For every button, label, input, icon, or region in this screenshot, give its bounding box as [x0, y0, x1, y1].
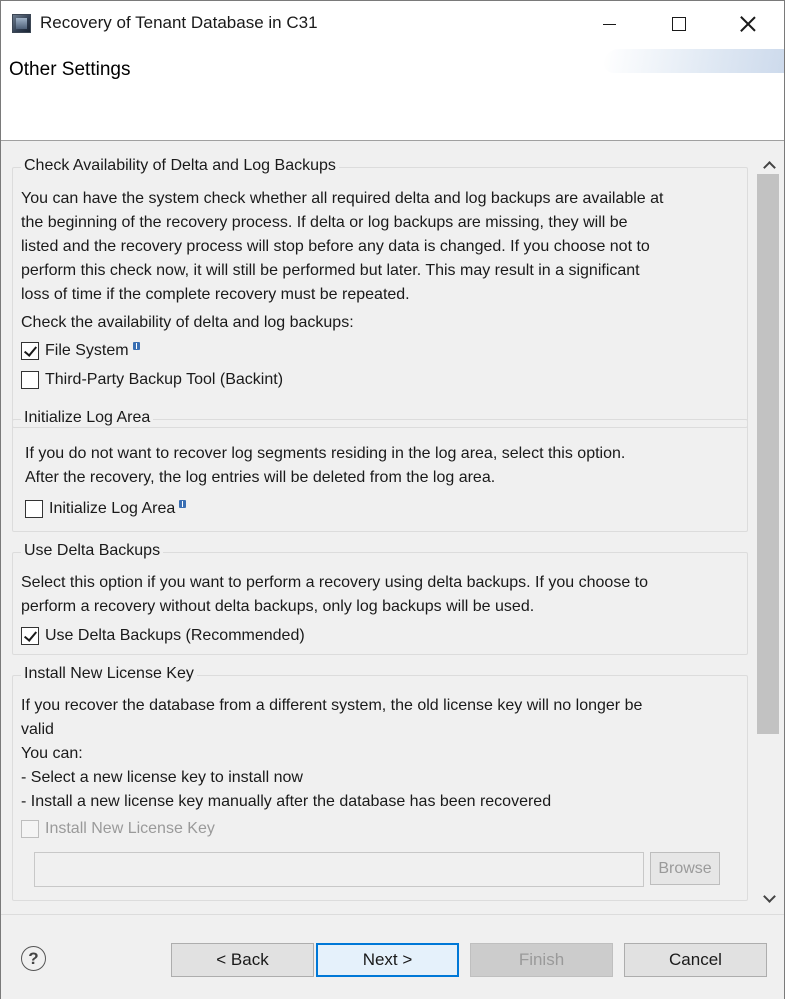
group-description: Select this option if you want to perform a recovery using delta backups. If you choose to perform a recovery without delta backups, only log backups will be used. [21, 574, 649, 615]
app-icon [12, 14, 31, 33]
backint-checkbox[interactable] [21, 371, 39, 389]
minimize-icon [603, 24, 616, 25]
checkbox-label: Third-Party Backup Tool (Backint) [45, 371, 284, 388]
title-bar [1, 1, 784, 47]
initialize-log-group [12, 409, 748, 532]
group-title: Use Delta Backups [21, 542, 163, 560]
chevron-up-icon [763, 161, 776, 174]
delta-backups-checkbox[interactable] [21, 627, 39, 645]
vertical-scrollbar[interactable] [754, 142, 784, 914]
license-key-path-input[interactable] [34, 852, 644, 887]
back-button[interactable]: < Back [171, 943, 314, 977]
delta-backups-option[interactable] [21, 627, 305, 645]
scroll-thumb[interactable] [757, 174, 779, 734]
file-system-option[interactable] [21, 342, 140, 360]
install-license-checkbox[interactable] [21, 820, 39, 838]
check-prompt: Check the availability of delta and log backups: [21, 314, 354, 331]
next-button[interactable]: Next > [316, 943, 459, 977]
help-icon[interactable]: ? [21, 946, 46, 971]
info-icon[interactable] [179, 500, 186, 508]
backint-option[interactable] [21, 371, 283, 389]
checkbox-label: Use Delta Backups (Recommended) [45, 627, 305, 644]
maximize-button[interactable] [656, 1, 702, 47]
wizard-footer [1, 914, 784, 999]
close-icon [740, 16, 756, 32]
scroll-down-button[interactable] [754, 884, 784, 914]
header-banner-graphic [604, 49, 784, 73]
group-description: If you do not want to recover log segments residing in the log area, select this option. After the recovery, the log entries will be deleted from the log area. [25, 445, 626, 486]
window-title: Recovery of Tenant Database in C31 [40, 13, 318, 32]
wizard-header [1, 47, 784, 141]
initialize-log-option[interactable] [25, 500, 186, 518]
browse-button[interactable]: Browse [650, 852, 720, 885]
maximize-icon [672, 17, 686, 31]
checkbox-label: Initialize Log Area [49, 500, 176, 517]
group-title: Check Availability of Delta and Log Backups [21, 157, 339, 175]
minimize-button[interactable] [586, 1, 632, 47]
settings-content [1, 142, 784, 914]
checkbox-label: File System [45, 342, 129, 359]
close-button[interactable] [725, 1, 771, 47]
file-system-checkbox[interactable] [21, 342, 39, 360]
group-description: If you recover the database from a different system, the old license key will no longer be valid You can: - Select a new license key to install now - Install a new license key manually after the database has been recovered [21, 697, 643, 810]
initialize-log-checkbox[interactable] [25, 500, 43, 518]
finish-button[interactable]: Finish [470, 943, 613, 977]
group-title: Install New License Key [21, 665, 197, 683]
group-description: You can have the system check whether all required delta and log backups are available at the beginning of the recovery process. If delta or log backups are missing, they will be listed and the recovery process will stop before any data is changed. If you choose not to perform this check now, it will still be performed but later. This may result in a significant loss of time if the complete recovery must be repeated. [21, 190, 664, 303]
group-title: Initialize Log Area [21, 409, 153, 427]
chevron-down-icon [763, 890, 776, 903]
info-icon[interactable] [133, 342, 140, 350]
cancel-button[interactable]: Cancel [624, 943, 767, 977]
check-availability-group [12, 157, 748, 428]
install-license-option[interactable] [21, 820, 215, 838]
checkbox-label: Install New License Key [45, 820, 215, 837]
page-title: Other Settings [9, 59, 131, 80]
delta-backups-group [12, 542, 748, 655]
